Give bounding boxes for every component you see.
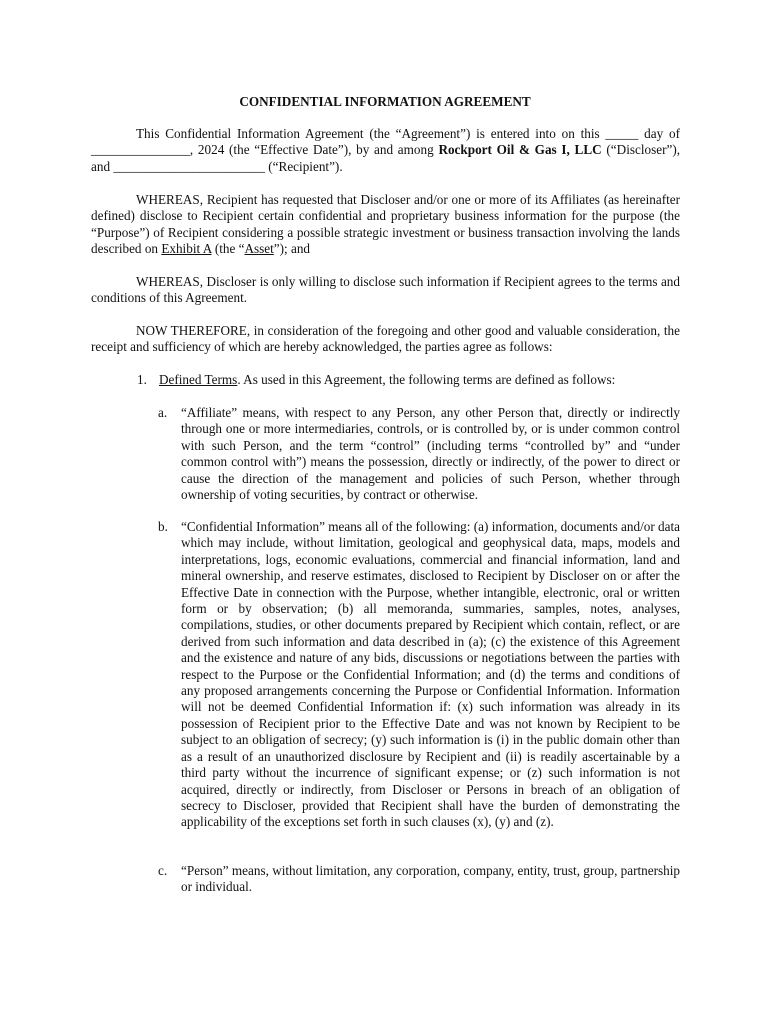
intro-text-end: (“Discloser”), and _______________________ (“Recipient”). — [91, 142, 681, 174]
now-therefore-paragraph: NOW THEREFORE, in consideration of the foregoing and other good and valuable consideration, the receipt and sufficiency of which are hereby acknowledged, the parties agree as follows: — [91, 323, 680, 355]
section-1-text: . As used in this Agreement, the following terms are defined as follows: — [237, 372, 616, 387]
definition-label: c. — [158, 863, 168, 878]
definition-text: “Affiliate” means, with respect to any Person, any other Person that, directly or indirectly through one or more intermediaries, controls, or is controlled by, or is under common control with such Person, and the term “control” (including terms “controlled by” and “under common control with”) means the possession, directly or indirectly, of the power to direct or cause the direction of the management and policies of such Person, whether through ownership of voting securities, by contract or otherwise. — [181, 405, 680, 503]
definition-item-person — [158, 863, 680, 896]
section-1-heading — [137, 372, 680, 388]
document-title: CONFIDENTIAL INFORMATION AGREEMENT — [239, 94, 531, 109]
definition-text: “Confidential Information” means all of the following: (a) information, documents and/or data which may include, without limitation, geological and geophysical data, maps, models and interpretations, logs, economic evaluations, commercial and financial information, land and mineral ownership, and reserve estimates, disclosed to Recipient by Discloser on or after the Effective Date in connection with the Purpose, whether intangible, electronic, oral or written form or by observation; (b) all memoranda, summaries, samples, notes, analyses, compilations, studies, or other documents prepared by Recipient which contain, reflect, or are derived from such information and data described in (a); (c) the existence of this Agreement and the existence and nature of any bids, discussions or negotiations between the parties with respect to the Purpose or the Confidential Information; and (d) the terms and conditions of any proposed arrangements concerning the Purpose or Confidential Information. Information will not be deemed Confidential Information if: (x) such information was already in its possession of Recipient prior to the Effective Date and was not known by Recipient to be subject to an obligation of secrecy; (y) such information is (i) in the public domain other than as a result of an unauthorized disclosure by Recipient and (ii) is readily ascertainable by a third party without the incurrence of significant expense; or (z) such information is not acquired, directly or indirectly, from Discloser or Persons in breach of an obligation of secrecy to Discloser, provided that Recipient shall have the burden of demonstrating the applicability of the exceptions set forth in such clauses (x), (y) and (z). — [181, 519, 680, 830]
asset-defined-term: Asset — [244, 241, 274, 257]
whereas-1-text: WHEREAS, Recipient has requested that Discloser and/or one or more of its Affiliates (as hereinafter defined) disclose to Recipient certain confidential and proprietary business information for the purpose (the “Purpose”) of Recipient considering a possible strategic investment or business transaction involving the lands described on — [91, 192, 680, 257]
definition-label: a. — [158, 405, 168, 420]
definition-text: “Person” means, without limitation, any corporation, company, entity, trust, group, partnership or individual. — [181, 863, 680, 895]
definition-label: b. — [158, 519, 168, 534]
definition-item-confidential-information — [158, 519, 680, 831]
section-1-title: Defined Terms — [159, 372, 238, 387]
section-1-number: 1. — [137, 372, 147, 387]
intro-paragraph — [91, 126, 680, 175]
intro-text-start: This Confidential Information Agreement (the “Agreement”) is entered into on this _____ day of _______________, 2024 (the “Effective Date”), by and among — [91, 126, 680, 158]
definition-item-affiliate — [158, 405, 680, 503]
exhibit-a-reference: Exhibit A — [161, 241, 212, 257]
whereas-paragraph-2: WHEREAS, Discloser is only willing to disclose such information if Recipient agrees to the terms and conditions of this Agreement. — [91, 274, 680, 306]
whereas-1-text-mid: (the “ — [211, 241, 245, 257]
whereas-paragraph-1 — [91, 192, 680, 258]
whereas-1-text-end: ”); and — [273, 241, 311, 257]
discloser-party-name: Rockport Oil & Gas I, LLC — [438, 142, 602, 158]
